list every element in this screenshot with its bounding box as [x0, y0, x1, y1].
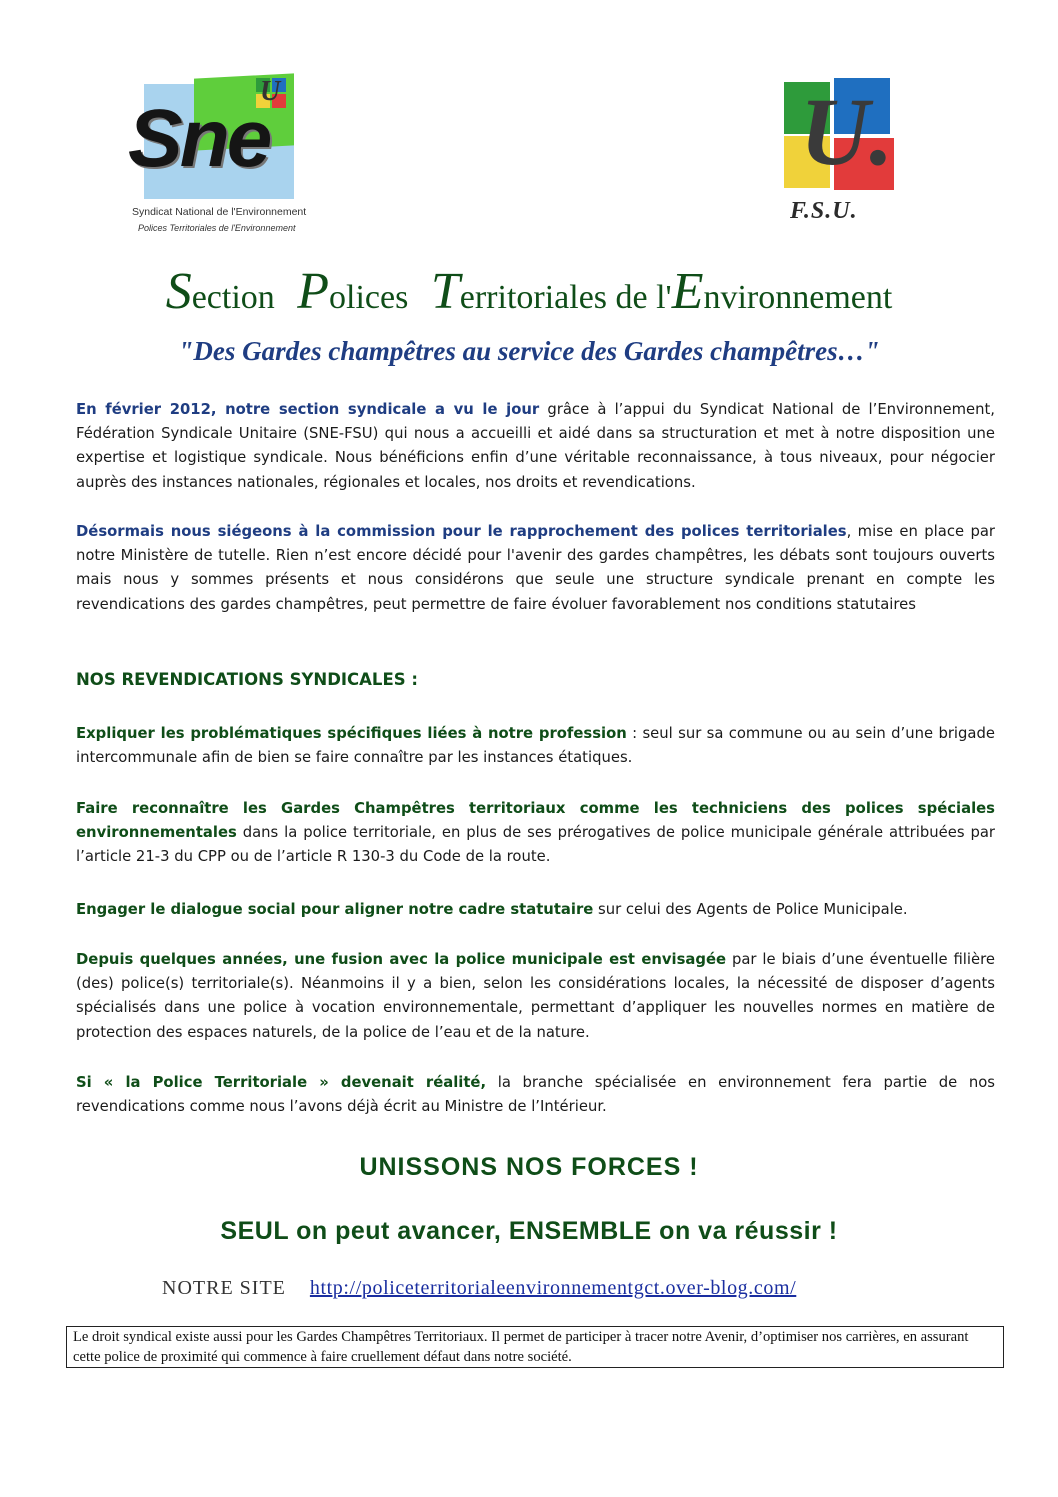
- paragraph-claim-5-text: la branche spécialisée en environnement fera partie de nos revendications comme nous l’avons déjà écrit au Ministre de l’Intérieur.: [76, 1074, 995, 1116]
- paragraph-claim-4-lead: Depuis quelques années, une fusion avec la police municipale est envisagée: [76, 951, 727, 968]
- paragraph-claim-1-text: : seul sur sa commune ou au sein d’une brigade intercommunale afin de bien se faire connaître par les instances étatiques.: [76, 725, 995, 767]
- fsu-logo: [782, 78, 897, 233]
- site-line: [162, 1277, 796, 1300]
- paragraph-commission: [76, 520, 995, 617]
- sne-logo-subtitle: Syndicat National de l'Environnement: [132, 206, 307, 218]
- paragraph-commission-lead: Désormais nous siégeons à la commission pour le rapprochement des polices territoriales: [76, 523, 847, 540]
- site-label: NOTRE SITE: [162, 1277, 286, 1299]
- paragraph-intro: [76, 398, 995, 495]
- site-link[interactable]: http://policeterritorialeenvironnementgct.over-blog.com/: [309, 1277, 797, 1299]
- sne-logo-u-badge-icon: U: [256, 78, 294, 116]
- fsu-logo-u-letter: U.: [800, 78, 894, 185]
- slogan-ensemble: SEUL on peut avancer, ENSEMBLE on va réussir !: [220, 1217, 838, 1245]
- paragraph-claim-5: [76, 1071, 995, 1119]
- paragraph-claim-1: [76, 722, 995, 770]
- sne-logo-wordmark: Sne: [128, 93, 270, 184]
- paragraph-claim-4: [76, 948, 995, 1045]
- paragraph-claim-3: [76, 898, 995, 922]
- title-word-territoriales: Territoriales de l': [430, 263, 672, 320]
- paragraph-intro-lead: En février 2012, notre section syndicale a vu le jour: [76, 401, 540, 418]
- title-word-polices: Polices: [297, 263, 409, 320]
- paragraph-claim-2-text: dans la police territoriale, en plus de ses prérogatives de police municipale générale attribuées par l’article 21-3 du CPP ou de l’article R 130-3 du Code de la route.: [76, 824, 995, 866]
- paragraph-claim-2: [76, 797, 995, 870]
- paragraph-claim-3-text: sur celui des Agents de Police Municipale.: [593, 901, 908, 918]
- paragraph-claim-3-lead: Engager le dialogue social pour aligner notre cadre statutaire: [76, 901, 594, 918]
- sne-logo: [128, 76, 307, 238]
- page-subtitle: "Des Gardes champêtres au service des Gardes champêtres…": [178, 336, 880, 366]
- paragraph-commission-text: , mise en place par notre Ministère de tutelle. Rien n’est encore décidé pour l'avenir des gardes champêtres, les débats sont toujours ouverts mais nous y sommes présents et nous considérons que seule une structure syndicale prenant en compte les revendications des gardes champêtres, peut permettre de faire évoluer favorablement nos conditions statutaires: [76, 523, 995, 613]
- footer-note-text: Le droit syndical existe aussi pour les Gardes Champêtres Territoriaux. Il permet de participer à tracer notre Avenir, d’optimiser nos carrières, en assurant cette police de proximité qui commence à faire cruellement défaut dans notre société.: [73, 1329, 969, 1365]
- fsu-logo-label: F.S.U.: [790, 198, 858, 224]
- paragraph-intro-text: grâce à l’appui du Syndicat National de l’Environnement, Fédération Syndicale Unitaire (SNE-FSU) qui nous a accueilli et aidé dans sa structuration et met à notre disposition une expertise et logistique syndicale. Nous bénéficions enfin d’une véritable reconnaissance, à tous niveaux, pour négocier auprès des instances nationales, régionales et locales, nos droits et revendications.: [76, 401, 995, 491]
- paragraph-claim-5-lead: Si « la Police Territoriale » devenait réalité,: [76, 1074, 487, 1091]
- paragraph-claim-2-lead: Faire reconnaître les Gardes Champêtres territoriaux comme les techniciens des polices spéciales environnementales: [76, 800, 995, 842]
- footer-note-box: [66, 1326, 1004, 1368]
- title-word-section: Section: [165, 263, 275, 320]
- paragraph-claim-1-lead: Expliquer les problématiques spécifiques liées à notre profession: [76, 725, 627, 742]
- title-word-environnement: Environnement: [671, 263, 893, 320]
- slogan-unissons: UNISSONS NOS FORCES !: [359, 1153, 699, 1181]
- page-title: [0, 262, 1058, 321]
- sne-logo-subtitle-2: Polices Territoriales de l'Environnement: [138, 223, 296, 233]
- section-heading-revendications: NOS REVENDICATIONS SYNDICALES :: [76, 670, 418, 689]
- paragraph-claim-4-text: par le biais d’une éventuelle filière (des) police(s) territoriale(s). Néanmoins il y a bien, selon les considérations locales, la nécessité de disposer d’agents spécialisés dans une police à vocation environnementale, permettant d’appliquer les nouvelles normes en matière de protection des espaces naturels, de la police de l’eau et de la nature.: [76, 951, 995, 1041]
